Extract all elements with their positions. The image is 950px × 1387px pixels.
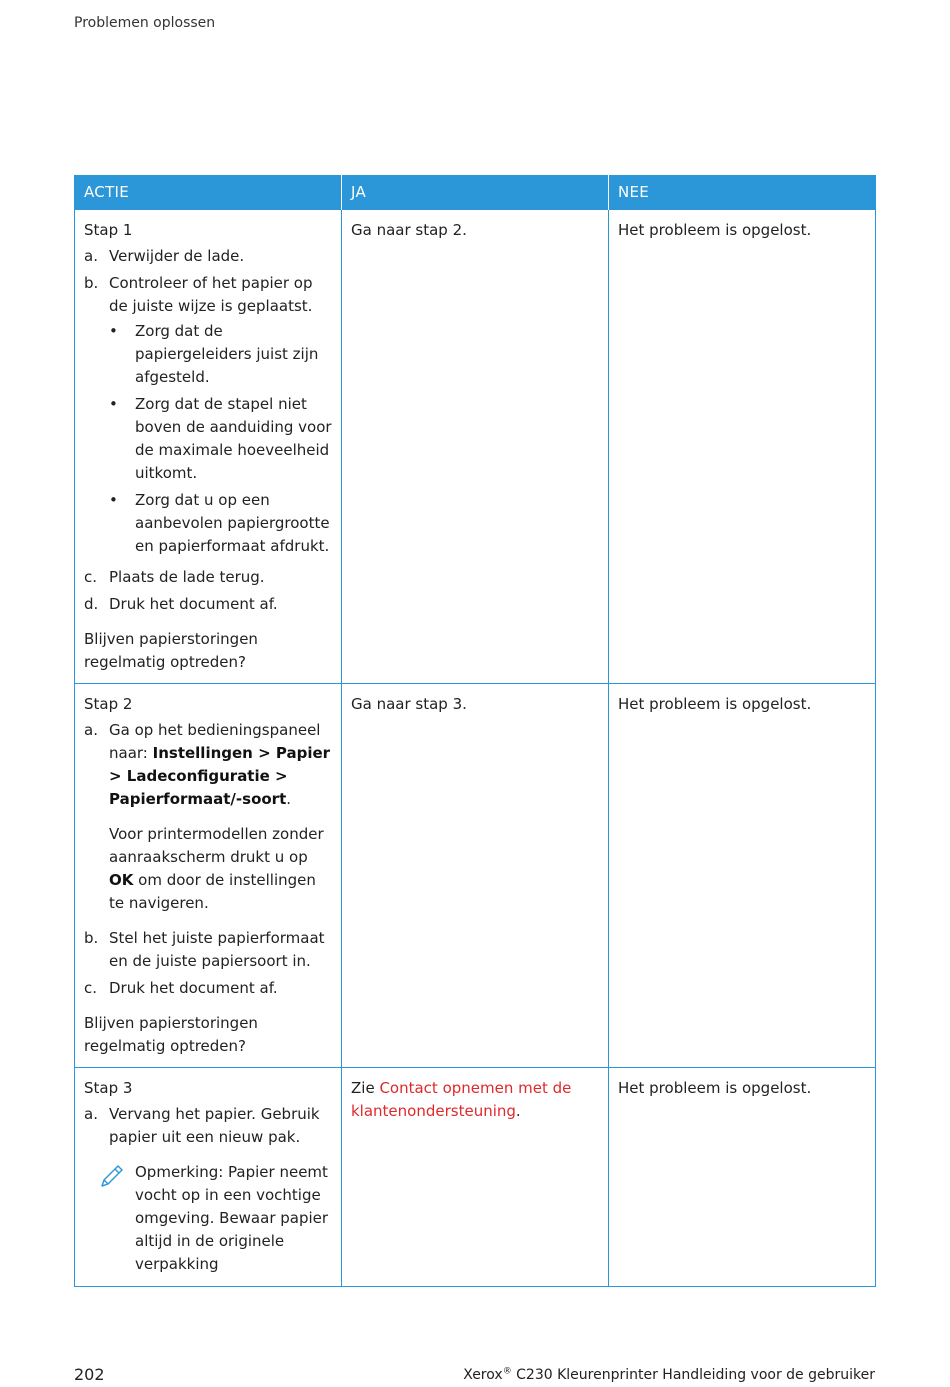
document-title: C230 Kleurenprinter Handleiding voor de gebruiker — [511, 1367, 875, 1383]
bullet-icon: • — [109, 322, 118, 340]
list-item — [84, 927, 332, 973]
yes-cell — [342, 210, 609, 684]
list-item-text: Druk het document af. — [109, 595, 278, 613]
list-item-text: Stel het juiste papierformaat en de juiste papiersoort in. — [109, 929, 325, 970]
paragraph-prefix: Voor printermodellen zonder aanraakscherm drukt u op — [109, 825, 324, 866]
action-cell — [75, 1068, 342, 1287]
bullet-icon: • — [109, 491, 118, 509]
list-item — [84, 566, 332, 589]
list-item — [84, 245, 332, 268]
bullet-item — [109, 320, 332, 389]
paragraph-suffix: om door de instellingen te navigeren. — [109, 871, 316, 912]
bullet-text: Zorg dat de stapel niet boven de aanduiding voor de maximale hoeveelheid uitkomt. — [135, 395, 332, 482]
action-cell — [75, 210, 342, 684]
column-header-actie: ACTIE — [75, 175, 342, 210]
list-item-text: Verwijder de lade. — [109, 247, 245, 265]
note-block — [98, 1161, 332, 1276]
list-item-text — [109, 719, 332, 811]
list-marker: a. — [84, 247, 98, 265]
contact-support-link[interactable]: Contact opnemen met de klantenondersteuning — [351, 1079, 572, 1120]
table-row — [75, 684, 876, 1068]
running-header: Problemen oplossen — [74, 15, 216, 31]
list-item-body — [109, 272, 332, 562]
note-text: Opmerking: Papier neemt vocht op in een vochtige omgeving. Bewaar papier altijd in de originele verpakking — [135, 1163, 329, 1273]
yes-text: Ga naar stap 3. — [351, 695, 467, 713]
no-cell — [609, 684, 876, 1068]
yes-prefix: Zie — [351, 1079, 380, 1097]
brand-name: Xerox — [463, 1367, 503, 1383]
yes-cell — [342, 684, 609, 1068]
list-item-text: Plaats de lade terug. — [109, 568, 265, 586]
table-header-row — [75, 175, 876, 210]
list-item-suffix: . — [286, 790, 292, 808]
yes-cell — [342, 1068, 609, 1287]
list-marker: a. — [84, 721, 98, 739]
page-number: 202 — [74, 1365, 105, 1384]
yes-suffix: . — [515, 1102, 521, 1120]
table-row — [75, 1068, 876, 1287]
list-marker: c. — [84, 979, 98, 997]
list-item — [84, 977, 332, 1000]
list-item — [84, 272, 332, 562]
list-item — [84, 1103, 332, 1149]
list-marker: d. — [84, 595, 99, 613]
step-question: Blijven papierstoringen regelmatig optreden? — [84, 630, 258, 671]
list-marker: a. — [84, 1105, 98, 1123]
registered-mark: ® — [502, 1366, 512, 1377]
ok-key-label: OK — [109, 871, 134, 889]
pencil-icon — [98, 1161, 135, 1276]
yes-text: Ga naar stap 2. — [351, 221, 467, 239]
list-item-text: Druk het document af. — [109, 979, 278, 997]
troubleshooting-table — [74, 175, 876, 1287]
step-question: Blijven papierstoringen regelmatig optreden? — [84, 1014, 258, 1055]
list-item — [84, 719, 332, 811]
list-item-prefix: Ga op het bedieningspaneel naar: — [109, 721, 321, 762]
bullet-item — [109, 393, 332, 485]
step-title: Stap 3 — [84, 1079, 133, 1097]
no-text: Het probleem is opgelost. — [618, 1079, 812, 1097]
footer-title — [463, 1364, 875, 1387]
list-marker: c. — [84, 568, 98, 586]
list-item — [84, 593, 332, 616]
no-cell — [609, 210, 876, 684]
list-marker: b. — [84, 929, 99, 947]
printer-note-paragraph — [109, 823, 332, 915]
bullet-text: Zorg dat de papiergeleiders juist zijn afgesteld. — [135, 322, 319, 386]
yes-text — [351, 1077, 599, 1123]
list-item-text: Controleer of het papier op de juiste wijze is geplaatst. — [109, 274, 313, 315]
no-text: Het probleem is opgelost. — [618, 695, 812, 713]
list-marker: b. — [84, 274, 99, 292]
menu-path: Instellingen > Papier > Ladeconfiguratie > Papierformaat/-soort — [109, 744, 331, 808]
column-header-nee: NEE — [609, 175, 876, 210]
step-title: Stap 2 — [84, 695, 133, 713]
list-item-text: Vervang het papier. Gebruik papier uit een nieuw pak. — [109, 1105, 320, 1146]
no-text: Het probleem is opgelost. — [618, 221, 812, 239]
bullet-icon: • — [109, 395, 118, 413]
table-row — [75, 210, 876, 684]
bullet-item — [109, 489, 332, 558]
no-cell — [609, 1068, 876, 1287]
column-header-ja: JA — [342, 175, 609, 210]
action-cell — [75, 684, 342, 1068]
bullet-text: Zorg dat u op een aanbevolen papiergrootte en papierformaat afdrukt. — [135, 491, 330, 555]
step-title: Stap 1 — [84, 221, 133, 239]
